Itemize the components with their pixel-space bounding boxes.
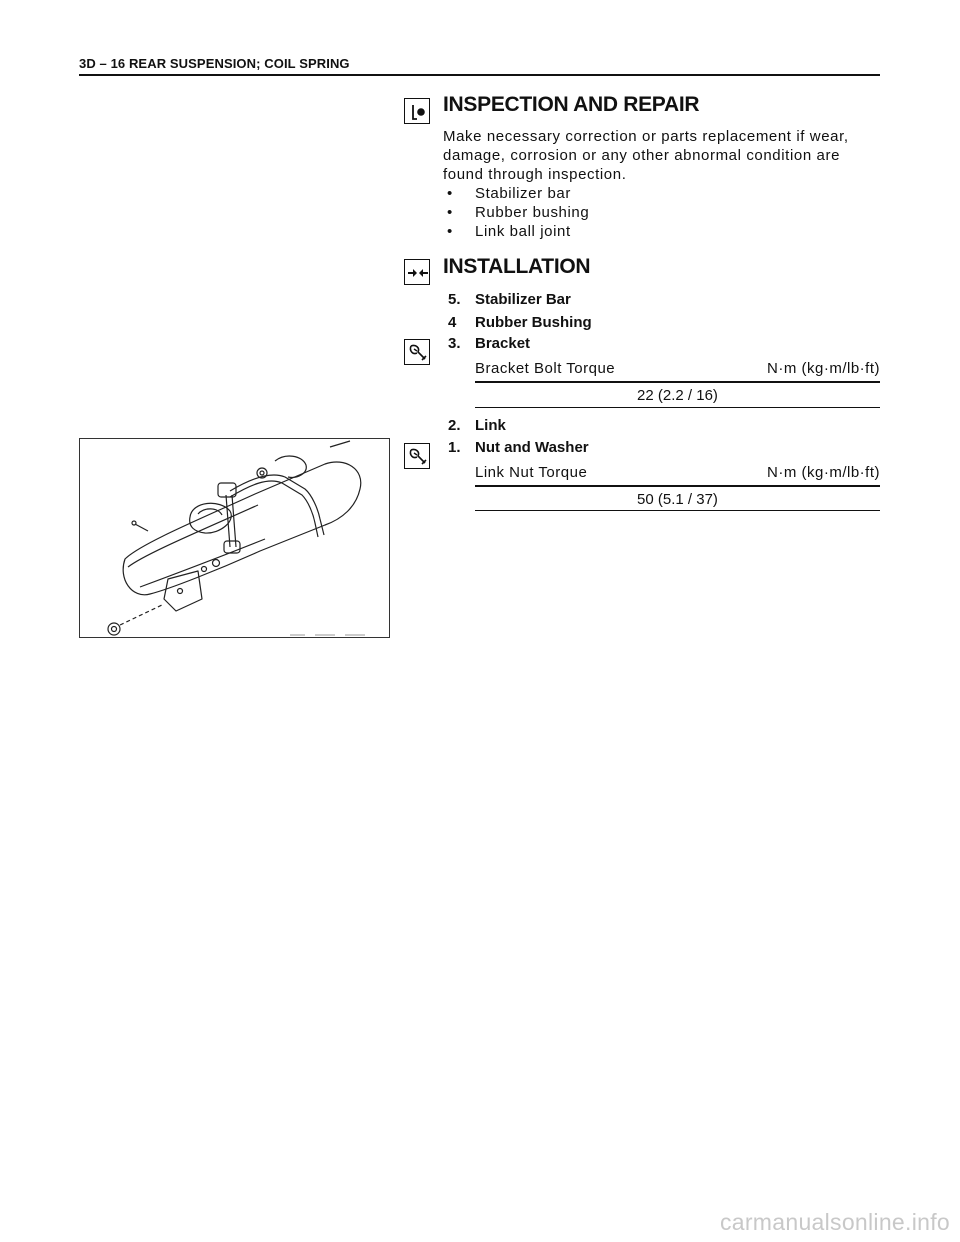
bracket-torque-header: [475, 360, 880, 377]
step-item: 4 Rubber Bushing: [448, 314, 592, 331]
installation-heading: INSTALLATION: [443, 255, 591, 278]
page-header-title: 3D – 16 REAR SUSPENSION; COIL SPRING: [79, 56, 350, 71]
bullet-icon: •: [447, 223, 453, 240]
list-item: • Rubber bushing: [447, 204, 590, 221]
torque-unit: N·m (kg·m/lb·ft): [767, 464, 880, 481]
bracket-torque-value: 22 (2.2 / 16): [637, 387, 718, 404]
bullet-icon: •: [447, 204, 453, 221]
inspection-heading: INSPECTION AND REPAIR: [443, 93, 700, 116]
step-item: 3. Bracket: [448, 335, 531, 352]
inspection-icon: [404, 98, 430, 124]
torque-wrench-icon: [404, 443, 430, 469]
step-item: 2. Link: [448, 417, 506, 434]
installation-arrows-icon: [404, 259, 430, 285]
inspection-bullet-list: [443, 184, 589, 241]
header-rule: [79, 74, 880, 76]
inspection-line: Make necessary correction or parts replacement if wear,: [443, 128, 849, 145]
list-item: • Link ball joint: [447, 223, 571, 240]
inspection-paragraph: [443, 127, 883, 184]
torque-label: Bracket Bolt Torque: [475, 360, 616, 377]
torque-label: Link Nut Torque: [475, 464, 588, 481]
bullet-icon: •: [447, 185, 453, 202]
table-rule: [475, 381, 880, 383]
stabilizer-bar-illustration: [79, 438, 390, 638]
torque-unit: N·m (kg·m/lb·ft): [767, 360, 880, 377]
step-item: 5. Stabilizer Bar: [448, 291, 571, 308]
table-rule: [475, 485, 880, 487]
step-item: 1. Nut and Washer: [448, 439, 589, 456]
table-rule: [475, 407, 880, 408]
inspection-line: damage, corrosion or any other abnormal condition are: [443, 147, 841, 164]
inspection-line: found through inspection.: [443, 166, 627, 183]
torque-wrench-icon: [404, 339, 430, 365]
watermark-text: carmanualsonline.info: [719, 1209, 950, 1235]
table-rule: [475, 510, 880, 511]
list-item: • Stabilizer bar: [447, 185, 571, 202]
link-torque-value: 50 (5.1 / 37): [637, 491, 718, 508]
link-torque-header: [475, 464, 880, 481]
stabilizer-assembly-drawing: [80, 439, 389, 637]
